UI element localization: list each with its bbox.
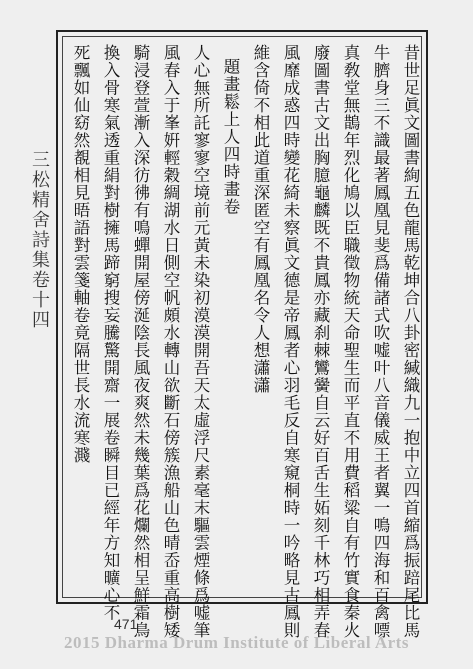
text-column: 騎浸登萱漸入深彷彿有鳴蟬開屋傍涎陰長風夜爽然未幾葉爲花爛然相呈鮮霜鳥 (131, 44, 150, 639)
copyright-watermark: 2015 Dharma Drum Institute of Liberal Arts (64, 633, 409, 652)
text-column: 死飄如仙窈然覩相見晤語對雲箋軸卷竟隔世長水流寒濺 (71, 44, 90, 464)
text-column: 真敎堂無鵲年烈化鳩以臣職徵物統天命聖生而平直不用費稻粱自有竹實食秦火 (341, 44, 360, 639)
text-column: 維含倚不相此道重深匿空有鳳凰名令人想瀟瀟 (251, 44, 270, 394)
text-column: 昔世足眞文圖書絢五色龍馬乾坤合八卦密緘織九一抱中立四首縮爲振踣尾比馬 (401, 44, 420, 639)
page-number: 471 (114, 616, 138, 632)
text-column: 風春入于峯姸輕穀綢湖水日側空帆頗水轉山欲斷石傍簇漁船山色晴岙重高樹矮 (161, 44, 180, 639)
poem-title: 題畫鬆上人四時畫卷 (221, 58, 240, 216)
text-column: 風靡成惑四時變花綺未察眞文德是帝鳳者心羽毛反自寒窺桐時一吟略見古鳳則 (281, 44, 300, 639)
text-column: 廢圖書古文出胸臆龜麟既不貴鳳亦藏刹棘鸞黌自云好百舌生妬刻千林巧相弄春 (311, 44, 330, 639)
text-column: 牛臍身三不識最著鳳凰見斐爲備諸式吹嘘叶八音儀威王者翼一鳴四海和百禽嘌 (371, 44, 390, 639)
text-column: 人心無所託寥寥空境前元黃未染初漠漠開吾天太虛浮尺素毫末驅雲煙條爲嘘筆 (191, 44, 210, 639)
margin-book-title: 三松精舍詩集卷十四 (29, 150, 50, 330)
text-column: 換入骨寒氣透重絹對樹擁馬蹄窮搜妄騰驚開齋一展卷瞬目已經年方知曠心不 (101, 44, 120, 622)
